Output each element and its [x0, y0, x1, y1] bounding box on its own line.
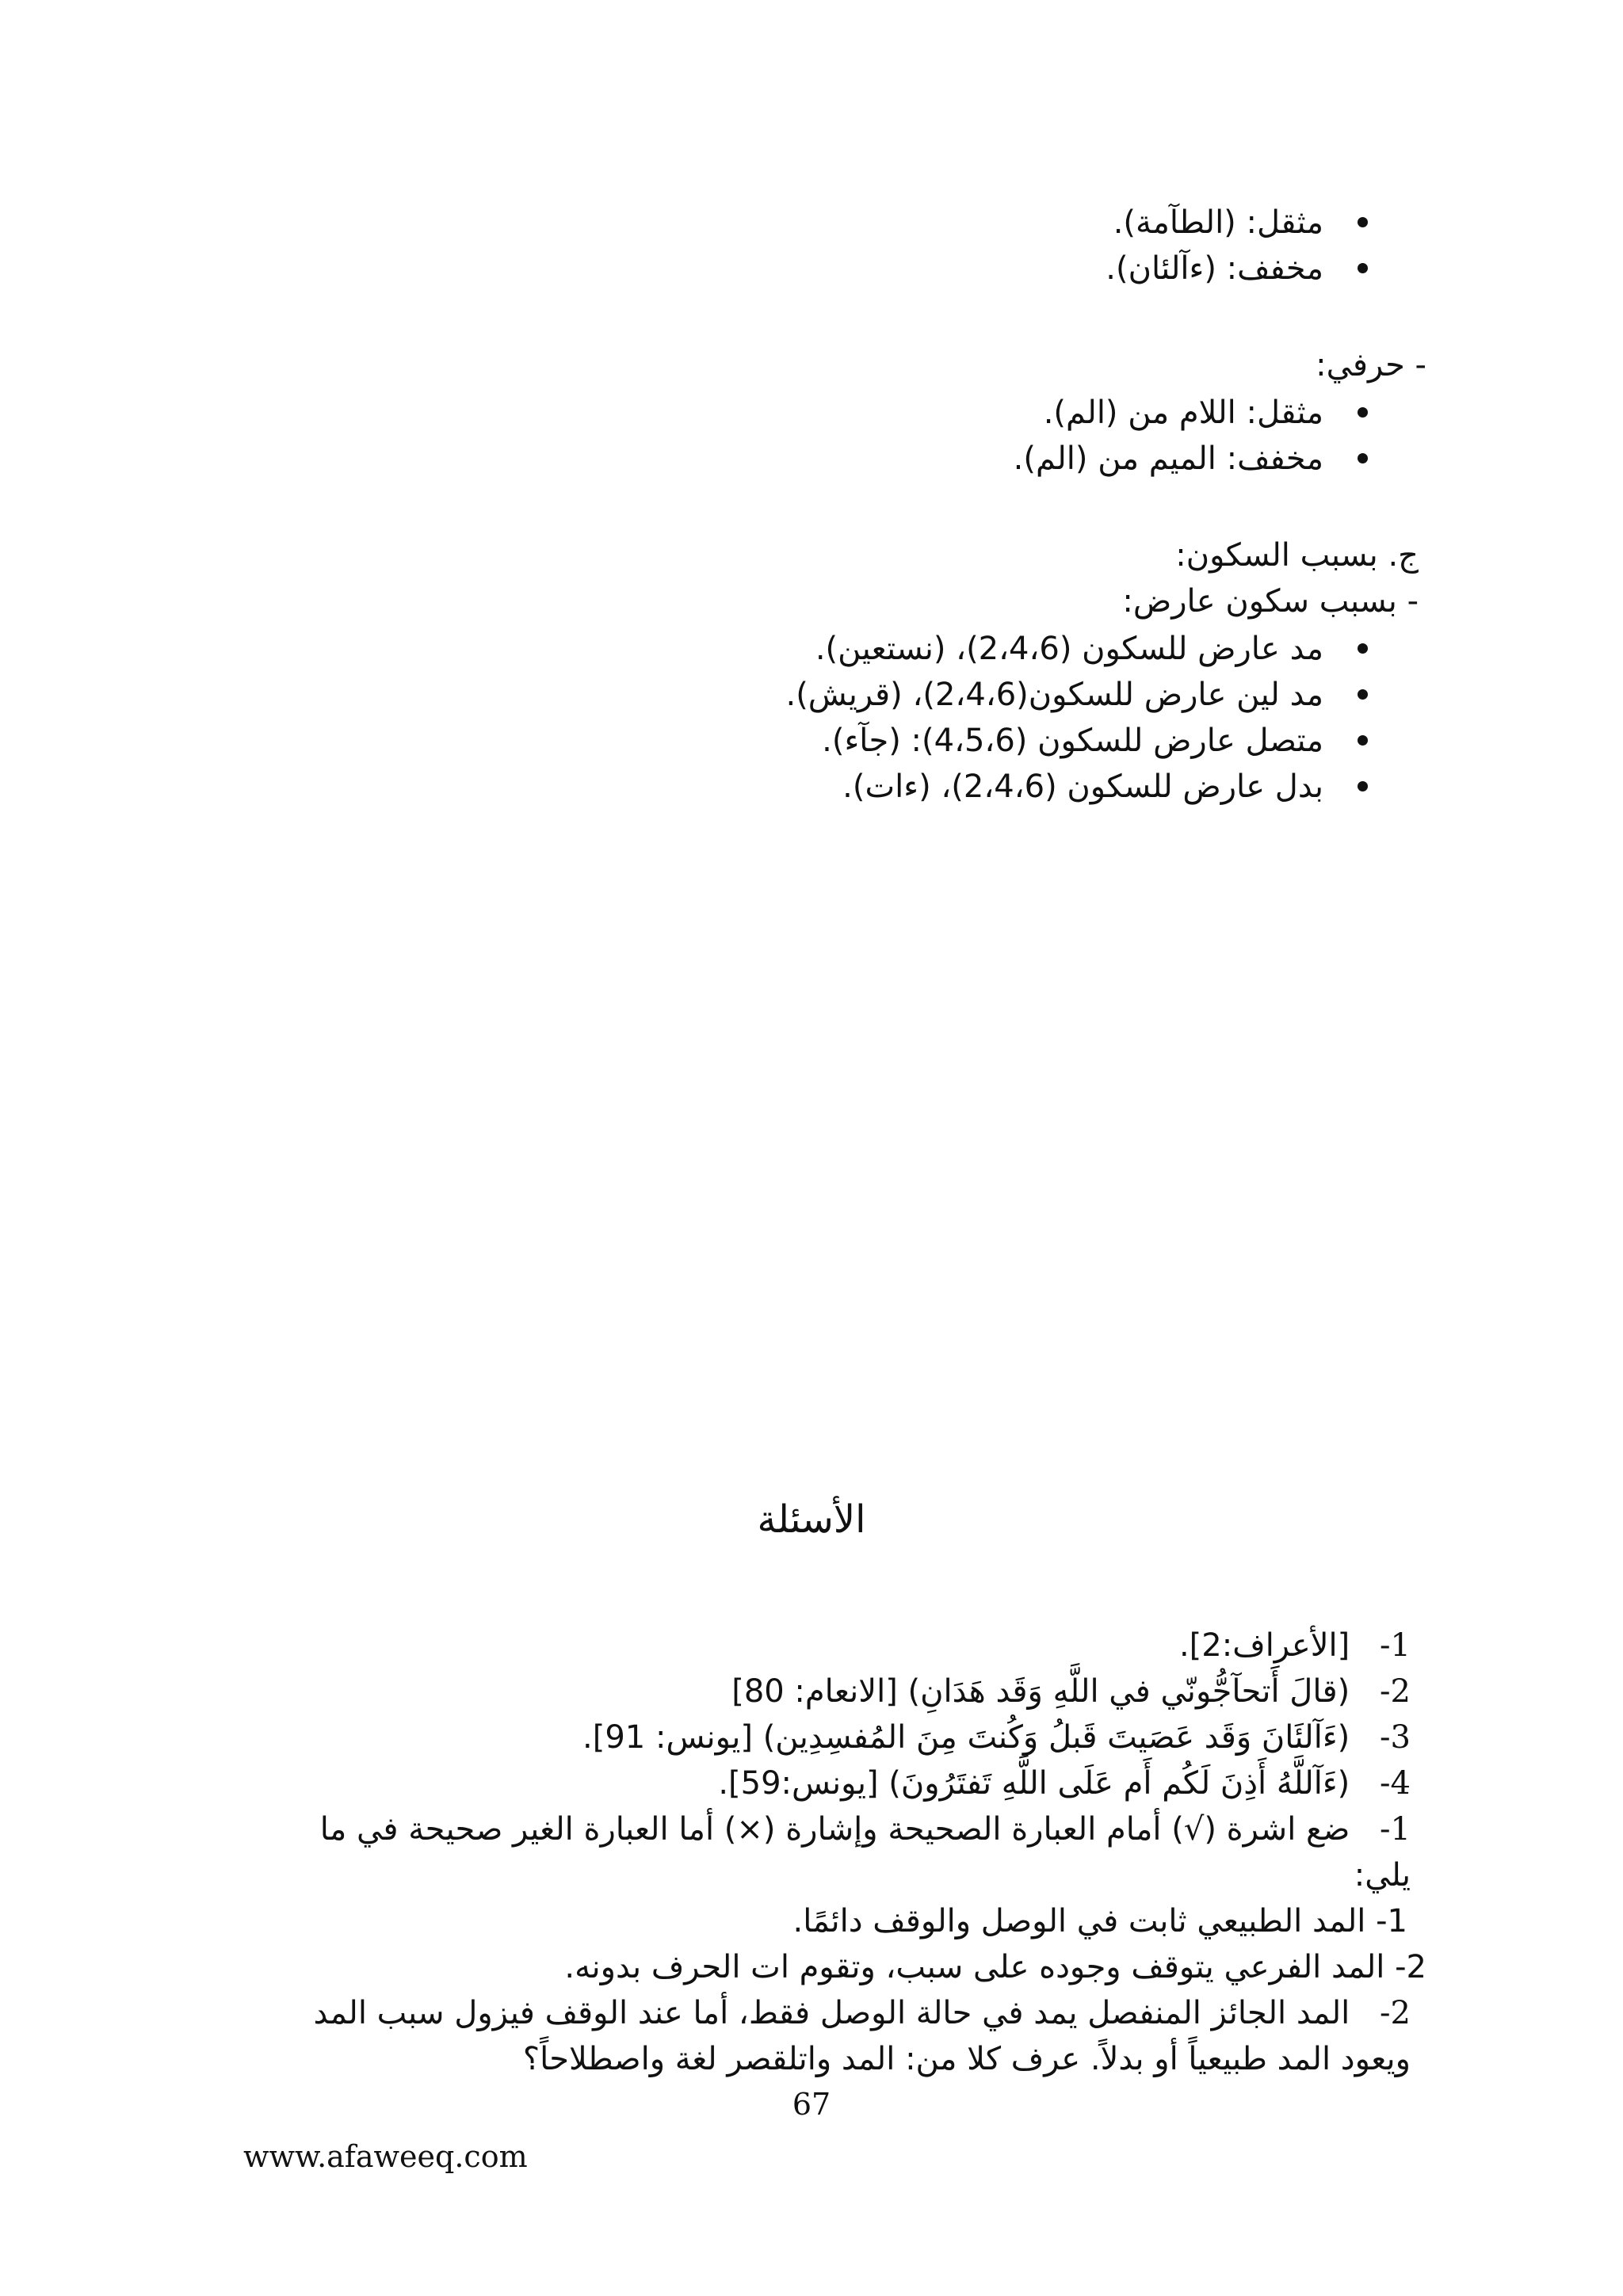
verse-text: (ءَآلئَانَ وَقَد عَصَيتَ قَبلُ وَكُنتَ مِنَ المُفسِدِين) [يونس: 91].: [582, 1719, 1350, 1756]
instruction-text: ضع اشرة (√) أمام العبارة الصحيحة وإشارة (×) أما العبارة الغير صحيحة في ما يلي:: [319, 1811, 1411, 1894]
final-question-number: 2-: [1380, 1995, 1411, 2031]
verse-text: (ءَآللَّهُ أَذِنَ لَكُم أَم عَلَى اللَّهِ تَفتَرُونَ) [يونس:59].: [718, 1765, 1350, 1802]
list-item: بدل عارض للسكون (2،4،6)، (ءات).: [785, 764, 1385, 810]
section-3: [785, 626, 1385, 810]
section-1: [1106, 200, 1385, 292]
verse-item: [582, 1714, 1411, 1760]
list-item: متصل عارض للسكون (4،5،6): (جآء).: [785, 718, 1385, 764]
final-question-text: المد الجائز المنفصل يمد في حالة الوصل فقط، أما عند الوقف فيزول سبب المد ويعود المد طبيعياً أو بدلاً. عرف كلا من: المد واتلقصر لغة واصطلاحاً؟: [313, 1995, 1411, 2077]
statement-2-wrap: [564, 1944, 1426, 1990]
bullet-list-1: [1106, 200, 1385, 292]
verse-text: (قالَ أَتحآجُّونّي في اللَّهِ وَقَد هَدَانِ) [الانعام: 80]: [731, 1673, 1350, 1710]
list-item: مد عارض للسكون (2،4،6)، (نستعين).: [785, 626, 1385, 672]
page-number: 67: [792, 2087, 831, 2122]
verse-item: [582, 1623, 1411, 1669]
verse-number: 1-: [1380, 1627, 1411, 1664]
section-2: [1014, 390, 1385, 482]
bullet-list-3: [785, 626, 1385, 810]
statement-item: 2- المد الفرعي يتوقف وجوده على سبب، وتقوم ات الحرف بدونه.: [564, 1949, 1426, 1985]
section-heading: ج. بسبب السكون:: [1175, 537, 1419, 574]
instruction-number: 1-: [1380, 1811, 1411, 1848]
list-item: مخفف: الميم من (الم).: [1014, 436, 1385, 482]
verse-item: [582, 1669, 1411, 1714]
verse-text: [الأعراف:2].: [1178, 1627, 1350, 1664]
website-link[interactable]: www.afaweeq.com: [243, 2139, 528, 2174]
section-3-headings: [1122, 532, 1419, 624]
list-item: مد لين عارض للسكون(2،4،6)، (قريش).: [785, 672, 1385, 718]
instruction-paragraph: [277, 1806, 1411, 1898]
final-question-paragraph: [277, 1990, 1411, 2082]
section-subheading: - بسبب سكون عارض:: [1122, 583, 1419, 620]
section-heading: - حرفي:: [1316, 347, 1426, 383]
verse-list: [582, 1623, 1411, 1806]
verse-list-wrap: [582, 1623, 1411, 1806]
verse-item: [582, 1760, 1411, 1806]
statement-1-wrap: [792, 1898, 1407, 1944]
verse-number: 2-: [1380, 1673, 1411, 1710]
statement-item: 1- المد الطبيعي ثابت في الوصل والوقف دائمًا.: [792, 1903, 1407, 1939]
verse-number: 4-: [1380, 1765, 1411, 1802]
list-item: مثقل: اللام من (الم).: [1014, 390, 1385, 436]
verse-number: 3-: [1380, 1719, 1411, 1756]
questions-title: الأسئلة: [757, 1497, 866, 1542]
bullet-list-2: [1014, 390, 1385, 482]
section-2-heading-wrap: [1316, 342, 1426, 388]
list-item: مخفف: (ءآلئان).: [1106, 246, 1385, 292]
list-item: مثقل: (الطآمة).: [1106, 200, 1385, 246]
